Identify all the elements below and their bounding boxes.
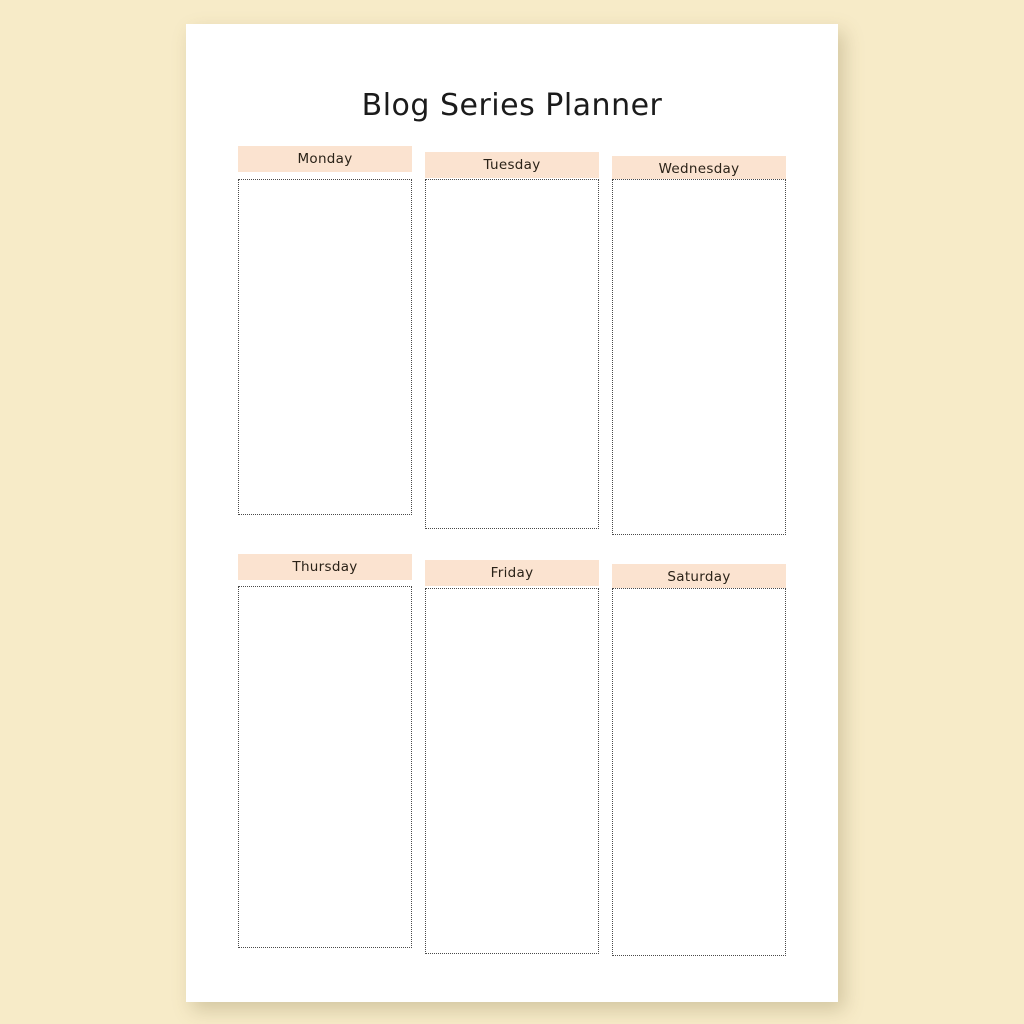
week-row-first bbox=[238, 146, 786, 535]
day-column-friday bbox=[425, 554, 599, 956]
day-notes-monday[interactable] bbox=[238, 179, 412, 515]
day-notes-thursday[interactable] bbox=[238, 586, 412, 948]
day-header-monday: Monday bbox=[238, 146, 412, 172]
page-title: Blog Series Planner bbox=[361, 88, 663, 123]
day-column-monday bbox=[238, 146, 412, 535]
day-column-thursday bbox=[238, 554, 412, 956]
week-row-second bbox=[238, 554, 786, 956]
day-column-saturday bbox=[612, 554, 786, 956]
day-column-wednesday bbox=[612, 146, 786, 535]
day-header-saturday: Saturday bbox=[612, 564, 786, 590]
day-header-friday: Friday bbox=[425, 560, 599, 586]
day-header-wednesday: Wednesday bbox=[612, 156, 786, 182]
day-header-tuesday: Tuesday bbox=[425, 152, 599, 178]
planner-page bbox=[186, 24, 838, 1002]
day-column-tuesday bbox=[425, 146, 599, 535]
day-notes-wednesday[interactable] bbox=[612, 179, 786, 535]
day-header-thursday: Thursday bbox=[238, 554, 412, 580]
day-notes-tuesday[interactable] bbox=[425, 179, 599, 529]
day-notes-friday[interactable] bbox=[425, 588, 599, 954]
day-notes-saturday[interactable] bbox=[612, 588, 786, 956]
